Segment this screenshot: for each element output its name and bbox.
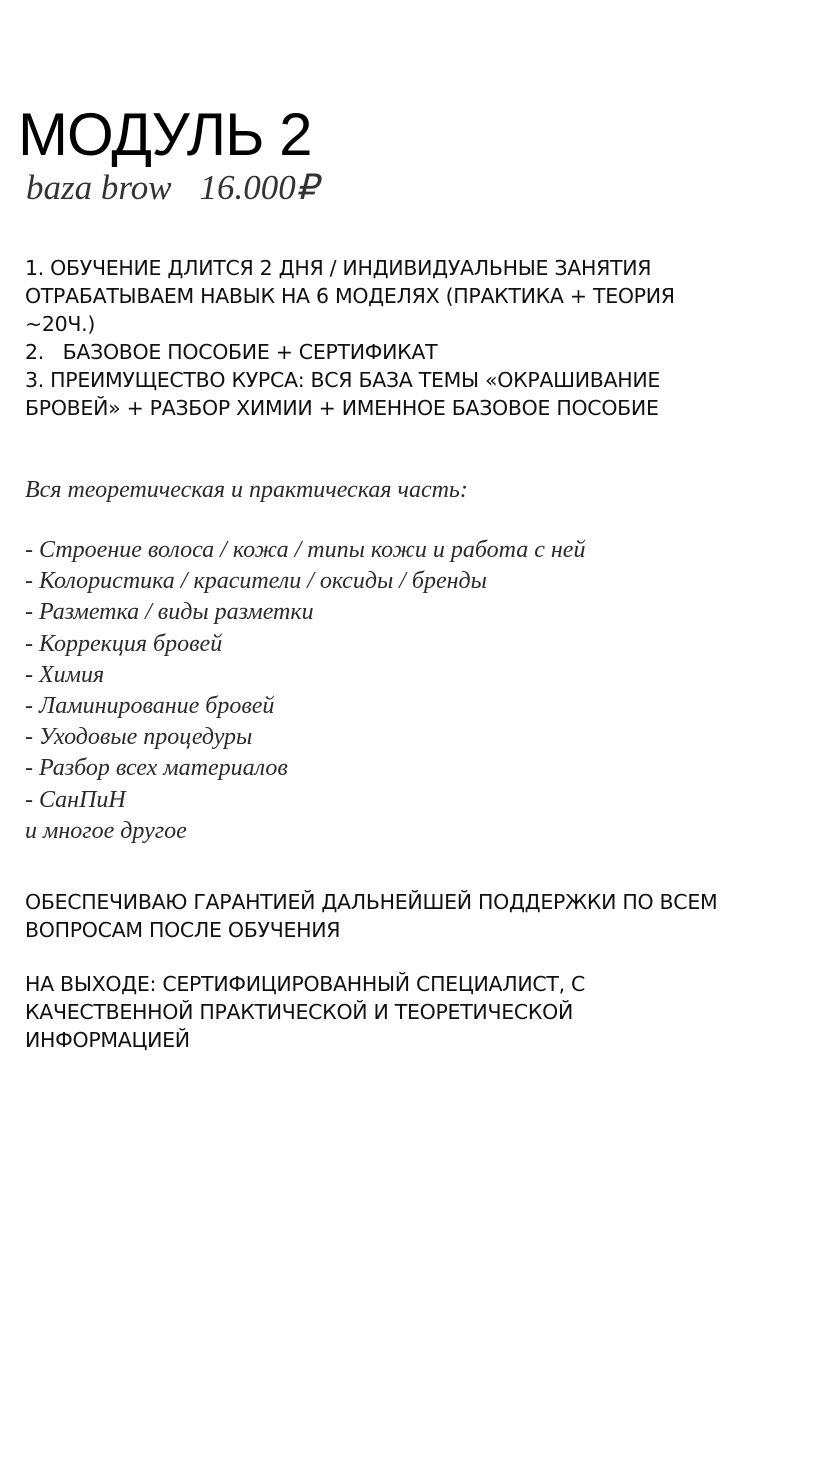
list-item xyxy=(25,566,585,597)
detail-point-materials: 2. БАЗОВОЕ ПОСОБИЕ + СЕРТИФИКАТ xyxy=(25,340,438,364)
list-dash: - xyxy=(25,568,33,595)
list-item xyxy=(25,535,585,566)
topic-text: Колористика / красители / оксиды / бренды xyxy=(39,568,487,595)
list-item xyxy=(25,753,585,784)
list-dash: - xyxy=(25,786,33,813)
list-item xyxy=(25,785,585,816)
course-name: baza brow xyxy=(26,168,172,207)
topic-text: Ламинирование бровей xyxy=(39,693,275,720)
list-dash: - xyxy=(25,724,33,751)
topic-text: Разметка / виды разметки xyxy=(39,599,314,626)
list-dash: - xyxy=(25,755,33,782)
list-item xyxy=(25,722,585,753)
detail-point-duration: 1. ОБУЧЕНИЕ ДЛИТСЯ 2 ДНЯ / ИНДИВИДУАЛЬНЫЕ ЗАНЯТИЯ xyxy=(25,256,652,280)
list-item xyxy=(25,660,585,691)
list-dash: - xyxy=(25,693,33,720)
list-item xyxy=(25,597,585,628)
detail-point-practice: ОТРАБАТЫВАЕМ НАВЫК НА 6 МОДЕЛЯХ (ПРАКТИКА + ТЕОРИЯ ~20Ч.) xyxy=(25,284,675,336)
topic-text: Уходовые процедуры xyxy=(39,724,253,751)
topic-text: Разбор всех материалов xyxy=(39,755,288,782)
detail-point-advantage: 3. ПРЕИМУЩЕСТВО КУРСА: ВСЯ БАЗА ТЕМЫ «ОКРАШИВАНИЕ БРОВЕЙ» + РАЗБОР ХИМИИ + ИМЕННОЕ БАЗОВОЕ ПОСОБИЕ xyxy=(25,368,661,420)
topic-text: Химия xyxy=(39,661,105,688)
list-dash: - xyxy=(25,537,33,563)
topic-text: Коррекция бровей xyxy=(39,630,223,657)
list-dash: - xyxy=(25,661,33,688)
list-dash: - xyxy=(25,630,33,657)
curriculum-more: и многое другое xyxy=(25,817,187,844)
course-subtitle xyxy=(26,166,318,210)
topic-text: Строение волоса / кожа / типы кожи и работа с ней xyxy=(39,537,586,563)
curriculum-heading: Вся теоретическая и практическая часть: xyxy=(25,477,468,503)
list-item xyxy=(25,691,585,722)
page-title: МОДУЛЬ 2 xyxy=(18,101,312,168)
course-price: 16.000₽ xyxy=(199,168,319,207)
list-dash: - xyxy=(25,599,33,626)
list-item xyxy=(25,629,585,660)
support-guarantee-text: ОБЕСПЕЧИВАЮ ГАРАНТИЕЙ ДАЛЬНЕЙШЕЙ ПОДДЕРЖКИ ПО ВСЕМ ВОПРОСАМ ПОСЛЕ ОБУЧЕНИЯ xyxy=(25,890,718,942)
topic-text: СанПиН xyxy=(39,786,126,813)
curriculum-list xyxy=(25,535,585,847)
course-details-list xyxy=(25,254,725,422)
course-result-text: НА ВЫХОДЕ: СЕРТИФИЦИРОВАННЫЙ СПЕЦИАЛИСТ, С КАЧЕСТВЕННОЙ ПРАКТИЧЕСКОЙ И ТЕОРЕТИЧЕСКОЙ ИНФОРМАЦИЕЙ xyxy=(25,972,586,1052)
